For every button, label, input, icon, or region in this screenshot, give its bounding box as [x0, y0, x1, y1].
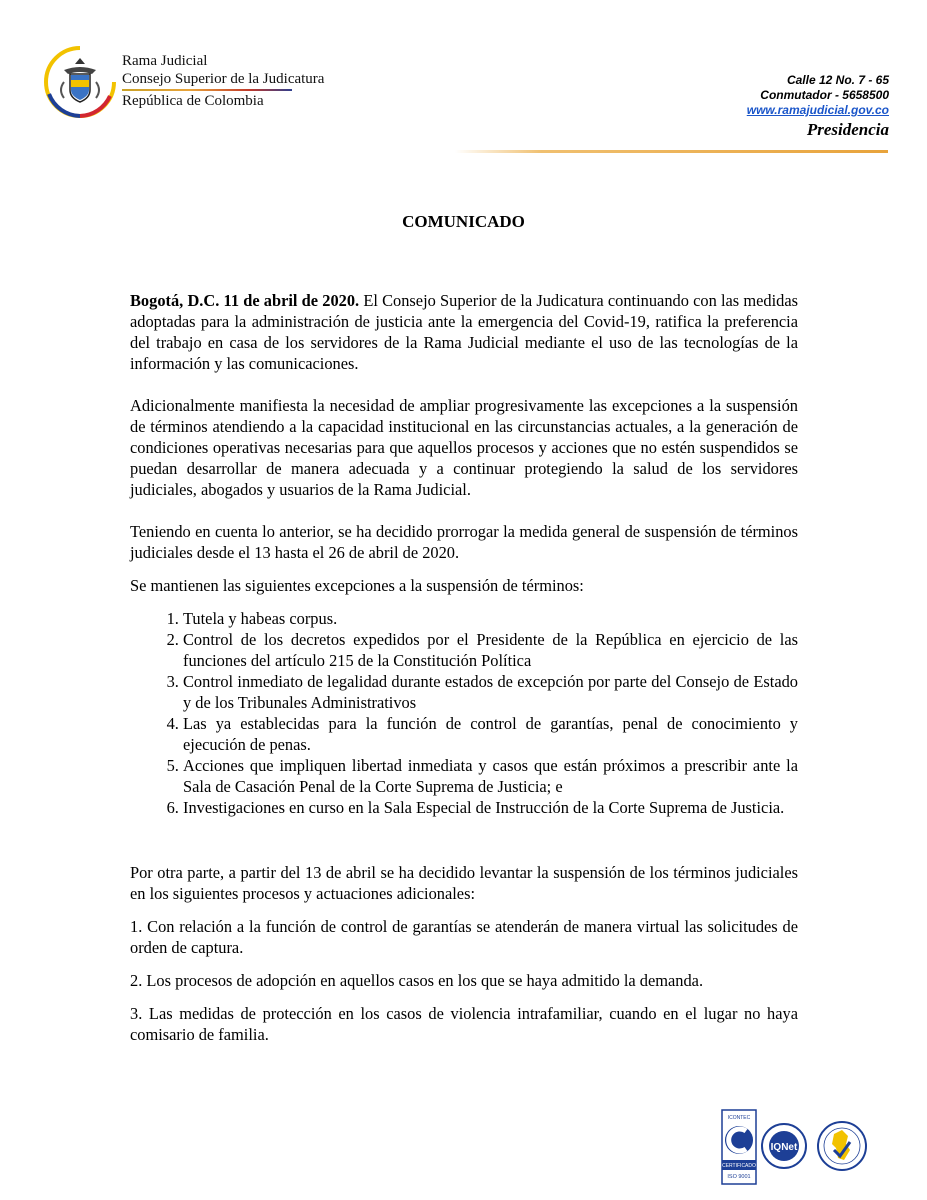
- numbered-item: 3. Las medidas de protección en los casos de violencia intrafamiliar, cuando en el lugar no haya comisario de familia.: [130, 1004, 798, 1044]
- council-name: Consejo Superior de la Judicatura: [122, 71, 325, 87]
- certification-seals: [720, 1108, 890, 1188]
- contact-block: [747, 73, 889, 141]
- iqnet-brand: IQNet: [770, 1142, 798, 1153]
- phone: Conmutador - 5658500: [760, 88, 889, 102]
- list-item: 6. Investigaciones en curso en la Sala Especial de Instrucción de la Corte Suprema de Justicia.: [183, 797, 798, 818]
- numbered-item: 1. Con relación a la función de control de garantías se atenderán de manera virtual las solicitudes de orden de captura.: [130, 917, 798, 957]
- list-item: 5. Acciones que impliquen libertad inmediata y casos que están próximos a prescribir ante la Sala de Casación Penal de la Corte Suprema de Justicia; e: [183, 755, 798, 797]
- rama-judicial-logo: [40, 42, 120, 122]
- office-name: Presidencia: [806, 120, 889, 139]
- list-item: 1. Tutela y habeas corpus.: [183, 608, 798, 629]
- paragraph-4: Se mantienen las siguientes excepciones a la suspensión de términos:: [130, 576, 584, 595]
- icontec-seal-icon: [722, 1110, 756, 1184]
- list-item: 3. Control inmediato de legalidad durante estados de excepción por parte del Consejo de Estado y de los Tribunales Administrativos: [183, 671, 798, 713]
- list-item: 2. Control de los decretos expedidos por el Presidente de la República en ejercicio de las funciones del artículo 215 de la Constitución Política: [183, 629, 798, 671]
- iqnet-seal-icon: [762, 1124, 806, 1168]
- intro-text: El Consejo Superior de la Judicatura continuando con las medidas adoptadas para la administración de justicia ante la emergencia del Covid-19, ratifica la preferencia del trabajo en casa de los servidores de la Rama Judicial mediante el uso de las tecnologías de la información y las comunicaciones.: [130, 291, 798, 373]
- place-date: Bogotá, D.C. 11 de abril de 2020.: [130, 291, 360, 310]
- document-body: [130, 290, 798, 1057]
- document-title: COMUNICADO: [402, 212, 525, 231]
- paragraph-3: Teniendo en cuenta lo anterior, se ha decidido prorrogar la medida general de suspensión de términos judiciales desde el 13 hasta el 26 de abril de 2020.: [130, 522, 798, 562]
- icontec-label: CERTIFICADO: [722, 1163, 756, 1169]
- institution-block: [122, 52, 324, 110]
- institution-divider: [122, 89, 292, 91]
- coat-of-arms-icon: [61, 58, 99, 102]
- quality-seal-icon: [818, 1122, 866, 1170]
- paragraph-2: Adicionalmente manifiesta la necesidad de ampliar progresivamente las excepciones a la suspensión de términos atendiendo a la capacidad institucional en las circunstancias actuales, a la generación de condiciones operativas necesarias para que aquellos procesos y acciones que no estén suspendidos se puedan desarrollar de manera adecuada y a continuar protegiendo la salud de los servidores judiciales, abogados y usuarios de la Rama Judicial.: [130, 396, 798, 499]
- header-divider: [455, 150, 888, 153]
- address: Calle 12 No. 7 - 65: [786, 73, 889, 87]
- country-name: República de Colombia: [122, 93, 264, 109]
- website-link[interactable]: www.ramajudicial.gov.co: [746, 103, 889, 117]
- intro-paragraph: [130, 290, 798, 374]
- numbered-item: 2. Los procesos de adopción en aquellos casos en los que se haya admitido la demanda.: [130, 971, 704, 990]
- icontec-brand: ICONTEC: [727, 1115, 751, 1121]
- exceptions-list: [130, 608, 798, 818]
- list-item: 4. Las ya establecidas para la función de control de garantías, penal de conocimiento y ejecución de penas.: [183, 713, 798, 755]
- iso-standard: ISO 9001: [727, 1174, 751, 1180]
- institution-name: Rama Judicial: [122, 53, 208, 69]
- paragraph-5: Por otra parte, a partir del 13 de abril se ha decidido levantar la suspensión de los términos judiciales en los siguientes procesos y actuaciones adicionales:: [130, 863, 798, 903]
